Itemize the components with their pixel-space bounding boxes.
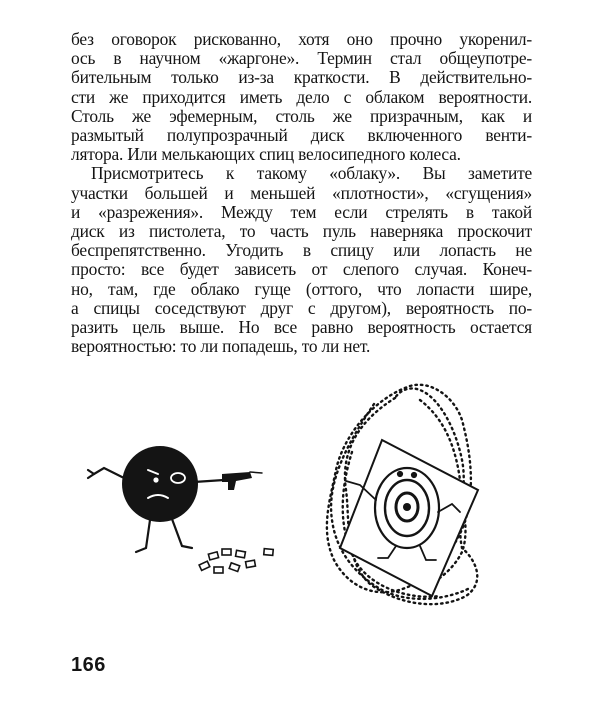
target-rings (375, 468, 439, 548)
pistol-icon (222, 472, 262, 490)
text-line: размытый полупрозрачный диск включенного венти- (71, 125, 532, 146)
text-line: и «разрежения». Между тем если стрелять в такой (71, 201, 532, 222)
text-line: просто: все будет зависеть от слепого случая. Конеч- (71, 259, 532, 280)
page-number: 166 (71, 654, 106, 676)
text-line: без оговорок рискованно, хотя оно прочно укоренил- (71, 29, 532, 49)
ball-body (122, 446, 198, 522)
arm-right (194, 480, 224, 482)
text-line: беспрепятственно. Угодить в спицу или лопасть не (71, 240, 532, 261)
arm-left (94, 468, 124, 478)
text-line: а спицы соседствуют друг с другом), вероятность по- (71, 297, 532, 318)
text-line: но, там, где облако гуще (оттого, что лопасти шире, (71, 278, 532, 299)
text-line: ось в научном «жаргоне». Термин стал общеупотре- (71, 48, 532, 69)
shooting-illustration (0, 360, 600, 640)
text-line: Столь же эфемерным, столь же призрачным, как и (71, 105, 532, 126)
text-line: лятора. Или мелькающих спиц велосипедного колеса. (71, 144, 461, 165)
text-line: вероятностью: то ли попадешь, то ли нет. (71, 336, 371, 357)
shell-casings (199, 549, 273, 573)
target-figure (327, 385, 478, 604)
body-text (71, 30, 532, 356)
eye-left (153, 477, 158, 482)
text-line: диск из пистолета, то часть пуль наверняка проскочит (71, 221, 532, 242)
leg-left (136, 520, 150, 552)
text-line: бительным только из-за краткости. В действительно- (71, 67, 532, 88)
leg-right (172, 519, 192, 548)
ball-shooter-figure (88, 446, 262, 552)
text-line: разить цель выше. Но все равно вероятность остается (71, 317, 532, 338)
text-line: сти же приходится иметь дело с облаком вероятности. (71, 86, 532, 107)
text-line: участки большей и меньшей «плотности», «сгущения» (71, 182, 532, 203)
target-paper (340, 440, 478, 596)
text-line: Присмотритесь к такому «облаку». Вы заметите (91, 163, 532, 184)
hand-left (88, 470, 94, 478)
